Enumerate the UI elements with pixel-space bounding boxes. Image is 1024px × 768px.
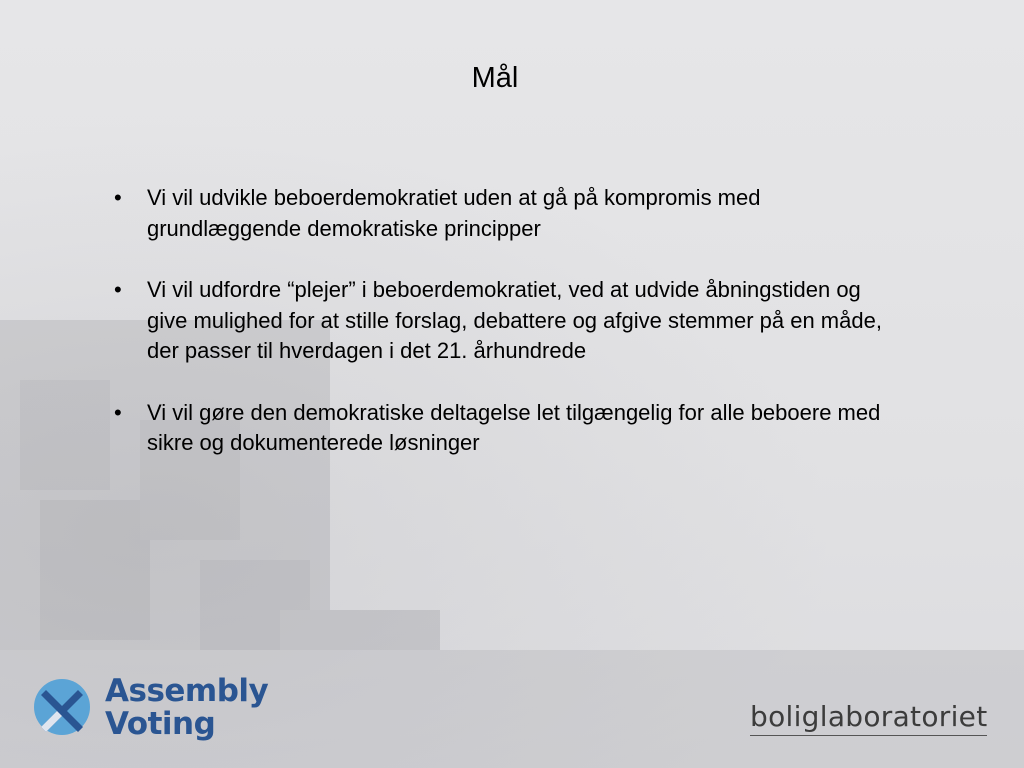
assembly-voting-x-icon	[33, 676, 93, 738]
boliglaboratoriet-logo	[750, 700, 987, 736]
bullet-text: Vi vil gøre den demokratiske deltagelse let tilgængelig for alle beboere med sikre og dokumenterede løsninger	[147, 399, 881, 455]
bullet-icon: •	[114, 277, 122, 302]
bullet-item	[112, 275, 882, 367]
bullet-icon: •	[114, 399, 122, 425]
bullet-text: Vi vil udvikle beboerdemokratiet uden at gå på kompromis med grundlæggende demokratiske principper	[147, 185, 761, 241]
bullet-item	[112, 183, 882, 244]
bullet-text: Vi vil udfordre “plejer” i beboerdemokratiet, ved at udvide åbningstiden og give mulighed for at stille forslag, debattere og afgive stemmer på en måde, der passer til hverdagen i det 21. århundrede	[147, 277, 882, 363]
assembly-voting-line1: Assembly	[105, 673, 269, 709]
slide-title: Mål	[471, 62, 519, 94]
assembly-voting-logo	[33, 672, 273, 748]
bullet-item	[112, 398, 882, 459]
bullet-list	[112, 183, 882, 490]
bullet-icon: •	[114, 185, 122, 210]
boliglaboratoriet-part1: bolig	[750, 700, 820, 736]
boliglaboratoriet-part2: laboratoriet	[820, 700, 988, 736]
assembly-voting-line2: Voting	[105, 706, 216, 742]
